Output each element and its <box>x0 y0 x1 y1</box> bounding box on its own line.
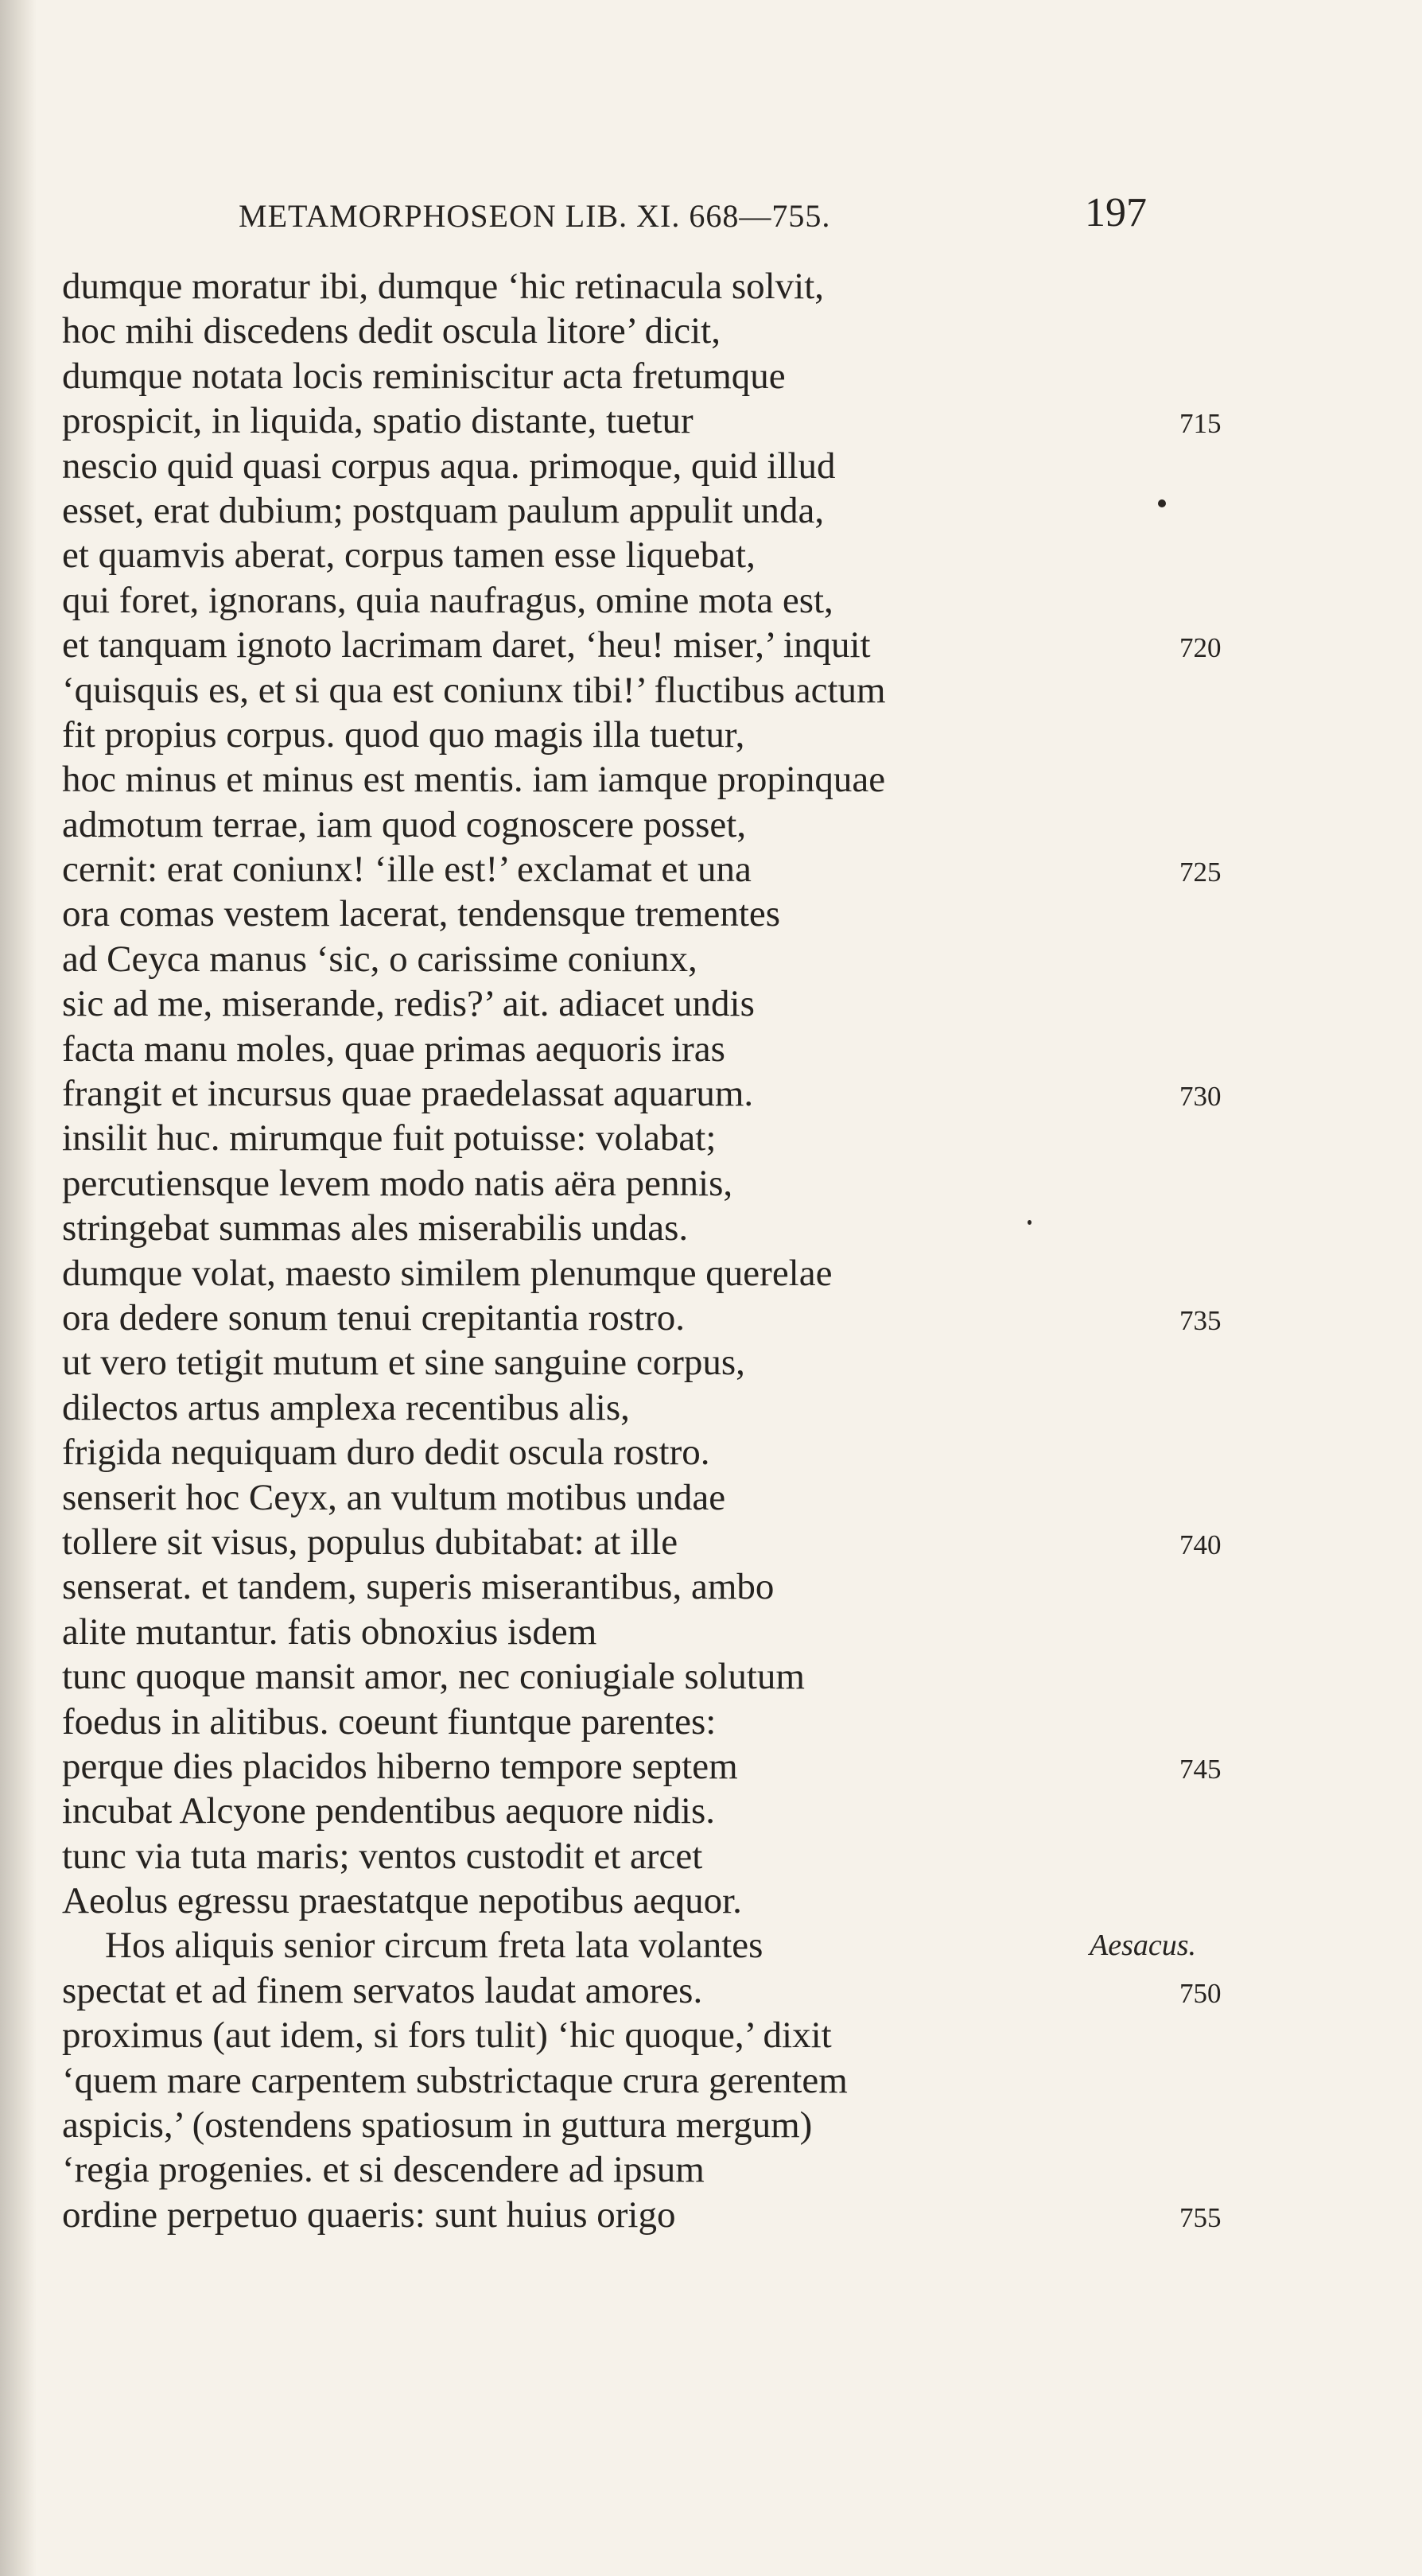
verse-text: admotum terrae, iam quod cognoscere posset, <box>62 803 747 845</box>
verse-text: percutiensque levem modo natis aëra pennis, <box>62 1162 733 1204</box>
verse-block <box>62 264 1255 2237</box>
page-header <box>0 189 1422 245</box>
verse-line <box>62 623 1255 667</box>
verse-line <box>62 1654 1255 1699</box>
verse-line <box>62 1834 1255 1879</box>
verse-text: fit propius corpus. quod quo magis illa tuetur, <box>62 713 745 756</box>
line-number: 720 <box>1179 632 1222 664</box>
verse-text: nescio quid quasi corpus aqua. primoque, quid illud <box>62 445 836 487</box>
line-number: 735 <box>1179 1304 1222 1336</box>
verse-text: tollere sit visus, populus dubitabat: at ille <box>62 1521 678 1563</box>
verse-line <box>62 309 1255 353</box>
verse-line <box>62 398 1255 443</box>
verse-line <box>62 1027 1255 1071</box>
verse-line <box>62 1923 1255 1968</box>
verse-text: insilit huc. mirumque fuit potuisse: volabat; <box>62 1117 717 1160</box>
verse-line <box>62 1296 1255 1340</box>
verse-text: frangit et incursus quae praedelassat aquarum. <box>62 1073 754 1115</box>
verse-line <box>62 1071 1255 1116</box>
verse-text: ‘quem mare carpentem substrictaque crura gerentem <box>62 2059 848 2101</box>
verse-text: et tanquam ignoto lacrimam daret, ‘heu! miser,’ inquit <box>62 624 871 666</box>
verse-text: sic ad me, miserande, redis?’ ait. adiacet undis <box>62 983 755 1025</box>
verse-text: ordine perpetuo quaeris: sunt huius origo <box>62 2193 676 2236</box>
verse-text: ora comas vestem lacerat, tendensque trementes <box>62 893 781 935</box>
verse-line <box>62 1251 1255 1296</box>
line-number: 725 <box>1179 857 1222 888</box>
verse-line <box>62 1340 1255 1385</box>
verse-text: esset, erat dubium; postquam paulum appulit unda, <box>62 489 825 531</box>
line-number: 715 <box>1179 408 1222 440</box>
verse-text: tunc quoque mansit amor, nec coniugiale solutum <box>62 1656 805 1698</box>
verse-line <box>62 1475 1255 1520</box>
verse-line <box>62 981 1255 1026</box>
verse-text: tunc via tuta maris; ventos custodit et arcet <box>62 1835 703 1877</box>
verse-text: ora dedere sonum tenui crepitantia rostro. <box>62 1296 686 1339</box>
verse-line <box>62 1385 1255 1430</box>
verse-text: Hos aliquis senior circum freta lata volantes <box>105 1925 763 1967</box>
verse-line <box>62 2193 1255 2237</box>
line-number: 745 <box>1179 1753 1222 1785</box>
verse-line <box>62 1968 1255 2013</box>
verse-line <box>62 2013 1255 2057</box>
verse-line <box>62 533 1255 577</box>
verse-line <box>62 668 1255 713</box>
verse-line <box>62 264 1255 309</box>
verse-line <box>62 713 1255 757</box>
verse-text: hoc mihi discedens dedit oscula litore’ dicit, <box>62 310 721 352</box>
verse-text: cernit: erat coniunx! ‘ille est!’ exclamat et una <box>62 849 752 891</box>
verse-line <box>62 488 1255 533</box>
verse-line <box>62 578 1255 623</box>
verse-text: dumque volat, maesto similem plenumque querelae <box>62 1252 833 1294</box>
line-number: 750 <box>1179 1977 1222 2009</box>
line-number: 740 <box>1179 1529 1222 1560</box>
verse-text: ut vero tetigit mutum et sine sanguine corpus, <box>62 1342 745 1384</box>
verse-text: prospicit, in liquida, spatio distante, tuetur <box>62 400 694 442</box>
verse-line <box>62 354 1255 398</box>
verse-text: frigida nequiquam duro dedit oscula rostro. <box>62 1432 710 1474</box>
verse-line <box>62 1610 1255 1654</box>
verse-line <box>62 802 1255 847</box>
line-number: 730 <box>1179 1081 1222 1113</box>
verse-text: alite mutantur. fatis obnoxius isdem <box>62 1610 597 1653</box>
verse-line <box>62 2103 1255 2147</box>
verse-text: incubat Alcyone pendentibus aequore nidis. <box>62 1790 715 1832</box>
verse-line <box>62 1879 1255 1923</box>
verse-line <box>62 2058 1255 2103</box>
verse-text: dilectos artus amplexa recentibus alis, <box>62 1386 630 1428</box>
verse-text: hoc minus et minus est mentis. iam iamque propinquae <box>62 759 886 801</box>
verse-line <box>62 1430 1255 1474</box>
verse-line <box>62 1520 1255 1564</box>
verse-line <box>62 757 1255 802</box>
verse-text: senserit hoc Ceyx, an vultum motibus undae <box>62 1476 726 1518</box>
verse-line <box>62 444 1255 488</box>
verse-line <box>62 1700 1255 1744</box>
verse-text: spectat et ad finem servatos laudat amores. <box>62 1969 703 2011</box>
verse-line <box>62 847 1255 892</box>
verse-text: stringebat summas ales miserabilis undas. <box>62 1207 689 1249</box>
verse-line <box>62 2147 1255 2192</box>
verse-text: dumque notata locis reminiscitur acta fretumque <box>62 355 786 397</box>
verse-line <box>62 937 1255 981</box>
verse-text: qui foret, ignorans, quia naufragus, omine mota est, <box>62 579 833 621</box>
verse-line <box>62 1206 1255 1250</box>
verse-text: facta manu moles, quae primas aequoris iras <box>62 1028 725 1070</box>
verse-text: foedus in alitibus. coeunt fiuntque parentes: <box>62 1700 717 1743</box>
verse-text: ‘quisquis es, et si qua est coniunx tibi!’ fluctibus actum <box>62 669 886 711</box>
verse-text: et quamvis aberat, corpus tamen esse liquebat, <box>62 534 756 577</box>
verse-text: aspicis,’ (ostendens spatiosum in guttura mergum) <box>62 2104 813 2147</box>
verse-text: senserat. et tandem, superis miserantibus, ambo <box>62 1566 775 1608</box>
verse-text: dumque moratur ibi, dumque ‘hic retinacula solvit, <box>62 266 825 307</box>
page-binding-shadow <box>0 0 37 2576</box>
verse-text: ‘regia progenies. et si descendere ad ipsum <box>62 2149 705 2191</box>
marginal-note: Aesacus. <box>1090 1929 1197 1963</box>
line-number: 755 <box>1179 2201 1222 2233</box>
verse-line <box>62 1116 1255 1160</box>
page-number: 197 <box>1085 190 1147 235</box>
running-title: METAMORPHOSEON LIB. XI. 668—755. <box>239 198 831 234</box>
ink-speck <box>1158 499 1166 507</box>
verse-text: perque dies placidos hiberno tempore septem <box>62 1745 738 1787</box>
verse-line <box>62 1161 1255 1206</box>
verse-line <box>62 1789 1255 1833</box>
verse-line <box>62 892 1255 936</box>
verse-text: ad Ceyca manus ‘sic, o carissime coniunx, <box>62 938 697 980</box>
verse-line <box>62 1744 1255 1789</box>
verse-line <box>62 1564 1255 1609</box>
verse-text: proximus (aut idem, si fors tulit) ‘hic quoque,’ dixit <box>62 2015 832 2057</box>
verse-text: Aeolus egressu praestatque nepotibus aequor. <box>62 1880 742 1922</box>
ink-speck <box>1028 1220 1032 1225</box>
